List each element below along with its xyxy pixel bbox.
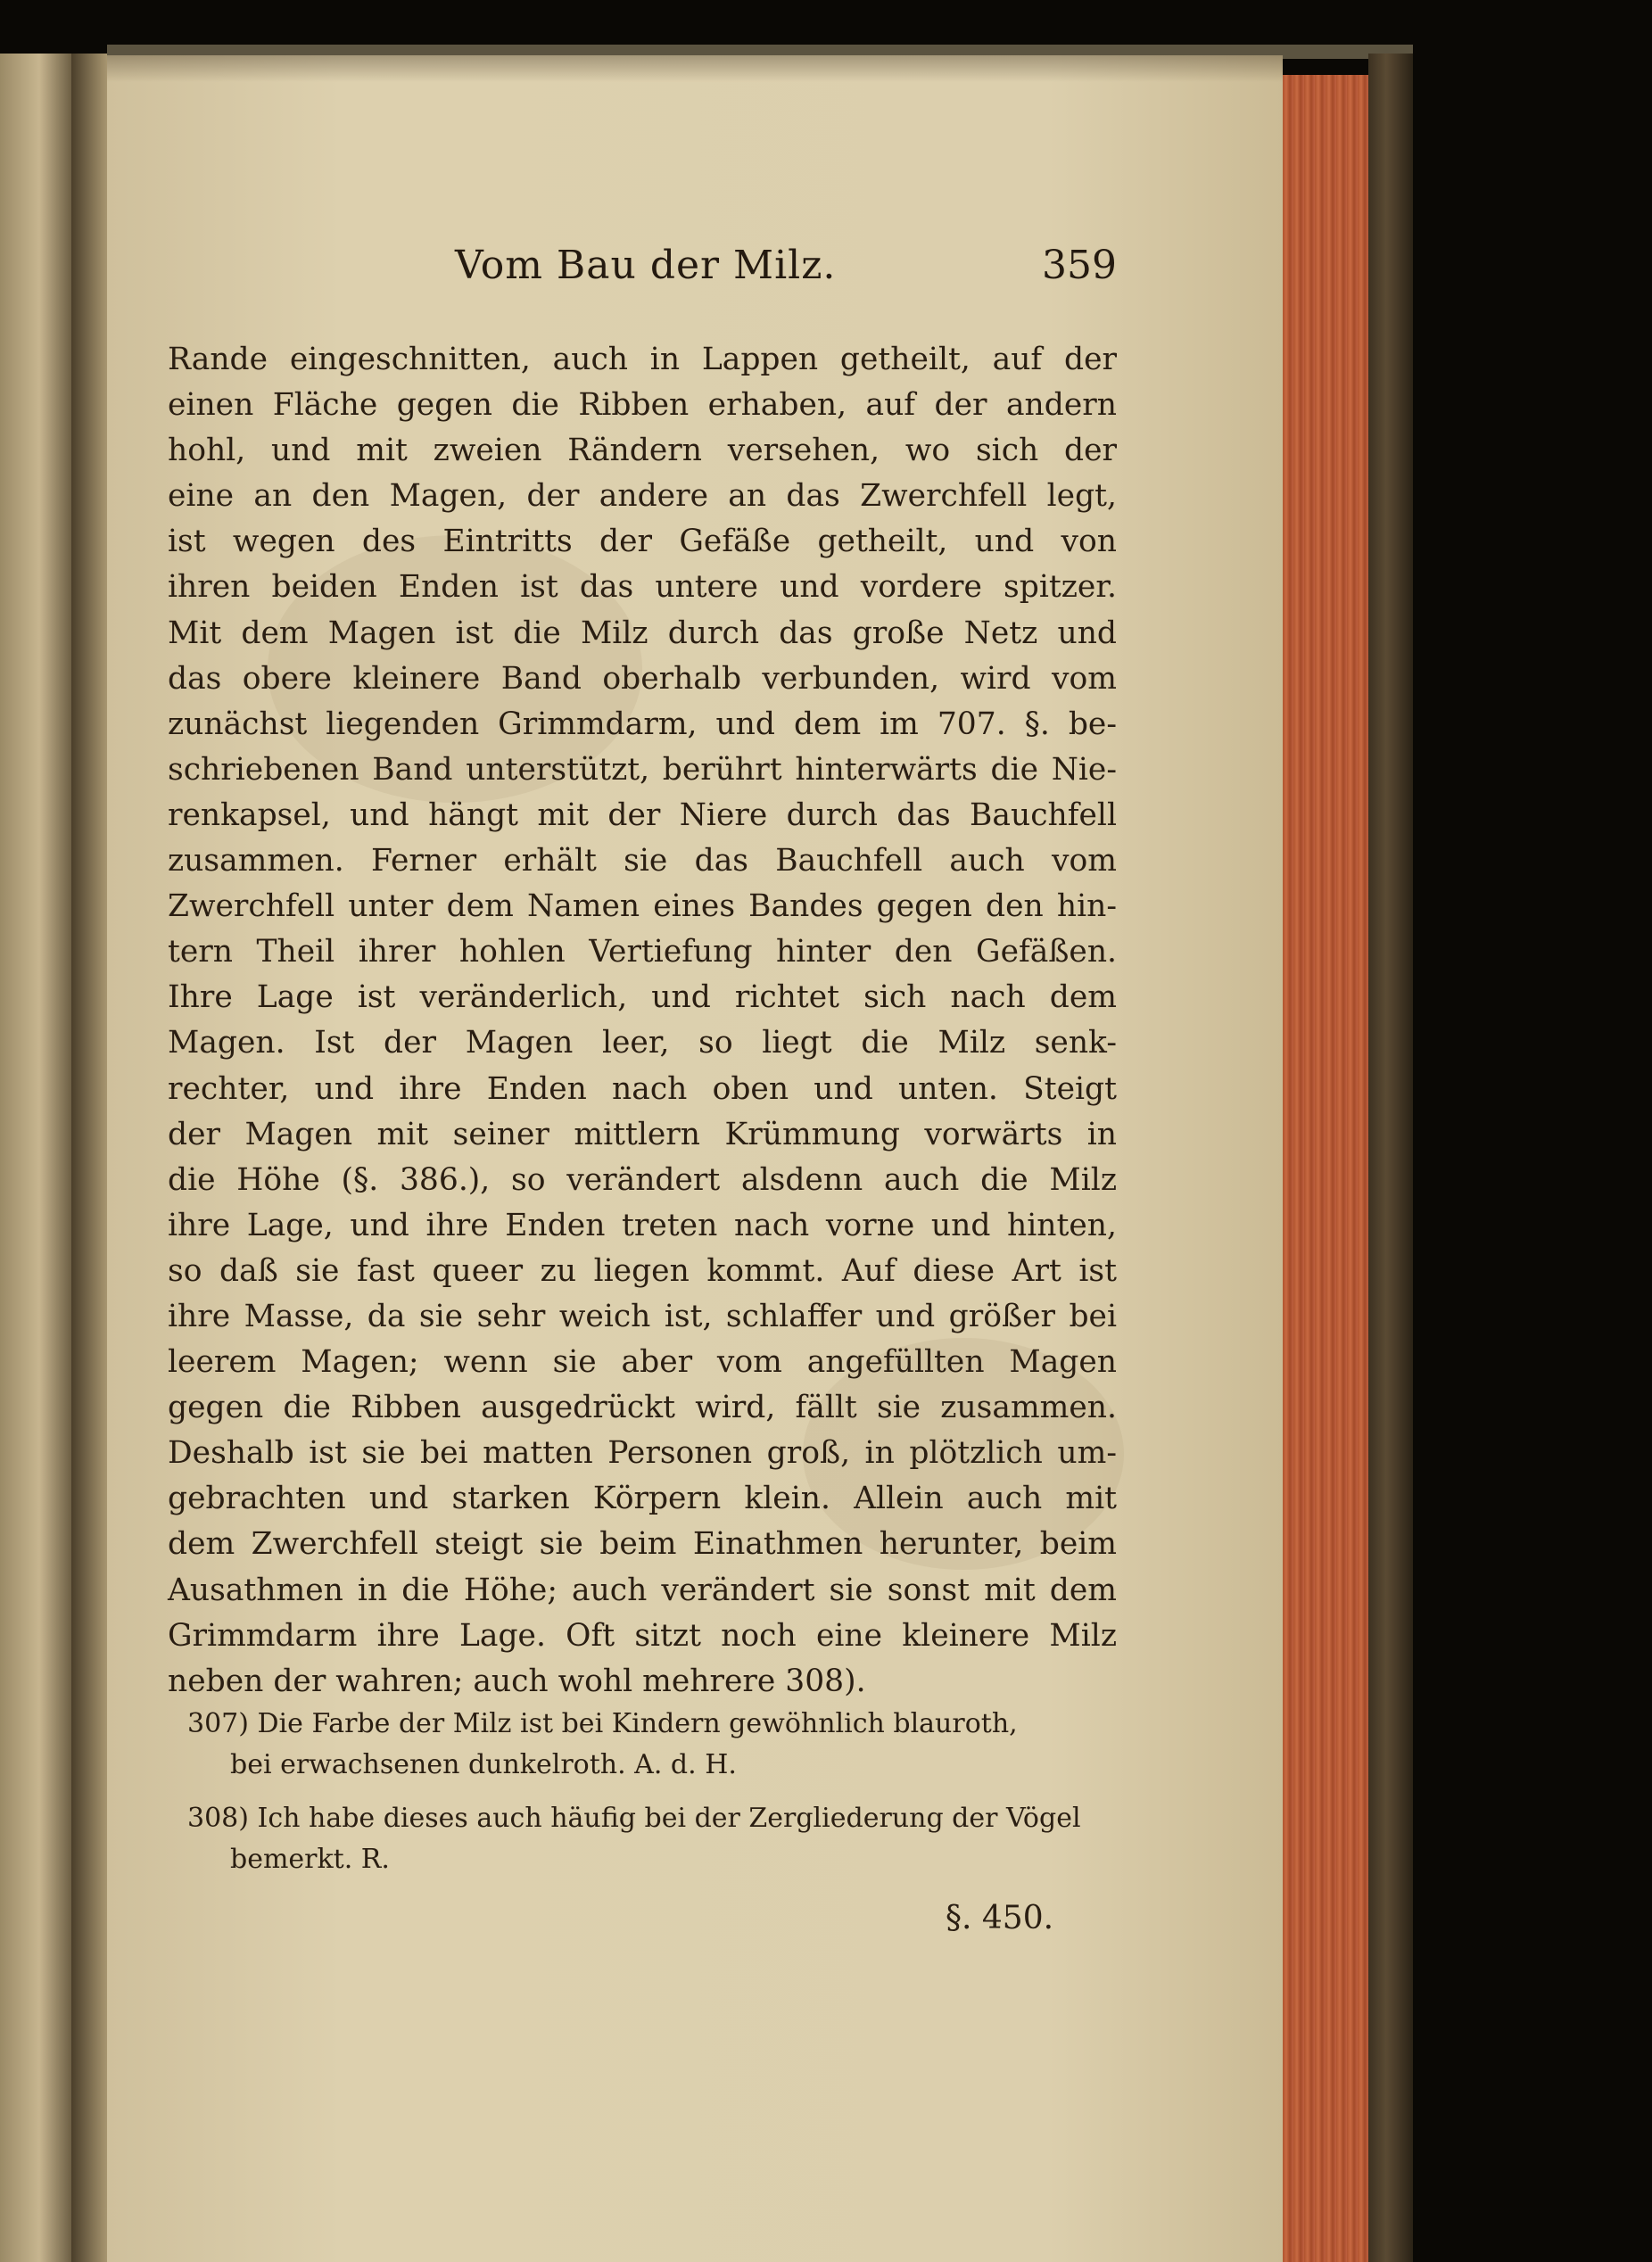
text-line: zusammen. Ferner erhält sie das Bauchfell auch vom [168, 843, 1117, 879]
text-line: Rande eingeschnitten, auch in Lappen getheilt, auf der [168, 342, 1117, 377]
text-line: schriebenen Band unterstützt, berührt hinterwärts die Nie- [168, 751, 1117, 788]
footnote-line: 307) Die Farbe der Milz ist bei Kindern gewöhnlich blauroth, [187, 1708, 1018, 1739]
text-line: ihre Masse, da sie sehr weich ist, schlaffer und größer bei [168, 1298, 1117, 1334]
text-line: Ihre Lage ist veränderlich, und richtet sich nach dem [168, 979, 1117, 1016]
text-line: ihre Lage, und ihre Enden treten nach vorne und hinten, [168, 1207, 1117, 1243]
running-head: Vom Bau der Milz. [455, 243, 837, 288]
page-top-shadow [107, 55, 1283, 82]
left-page-edge [0, 54, 71, 2262]
text-line: das obere kleinere Band oberhalb verbunden, wird vom [168, 660, 1117, 697]
footnote-line: bemerkt. R. [230, 1844, 390, 1875]
text-line: Mit dem Magen ist die Milz durch das große Netz und [168, 615, 1117, 651]
footnotes [187, 1704, 1115, 1893]
book-cover-side-edge [1368, 54, 1413, 2262]
body-paragraph [168, 337, 1117, 1705]
text-line: so daß sie fast queer zu liegen kommt. Auf diese Art ist [168, 1252, 1117, 1289]
text-line: einen Fläche gegen die Ribben erhaben, auf der andern [168, 387, 1117, 424]
footnote-308 [187, 1798, 1115, 1880]
text-line: ist wegen des Eintritts der Gefäße getheilt, und von [168, 524, 1117, 560]
text-line: Deshalb ist sie bei matten Personen groß, in plötzlich um- [168, 1435, 1117, 1472]
text-line: hohl, und mit zweien Rändern versehen, wo sich der [168, 433, 1117, 469]
text-line: Zwerchfell unter dem Namen eines Bandes gegen den hin- [168, 888, 1117, 925]
text-line: zunächst liegenden Grimmdarm, und dem im 707. §. be- [168, 706, 1117, 742]
text-line: Magen. Ist der Magen leer, so liegt die Milz senk- [168, 1025, 1117, 1061]
text-line: neben der wahren; auch wohl mehrere 308). [168, 1663, 866, 1699]
text-line: renkapsel, und hängt mit der Niere durch das Bauchfell [168, 797, 1117, 833]
text-line: dem Zwerchfell steigt sie beim Einathmen herunter, beim [168, 1526, 1117, 1563]
footnote-line: 308) Ich habe dieses auch häufig bei der Zergliederung der Vögel [187, 1803, 1081, 1834]
text-line: Grimmdarm ihre Lage. Oft sitzt noch eine kleinere Milz [168, 1617, 1117, 1654]
text-line: rechter, und ihre Enden nach oben und unten. Steigt [168, 1070, 1117, 1107]
text-line: gebrachten und starken Körpern klein. Allein auch mit [168, 1481, 1117, 1517]
footnote-307 [187, 1704, 1115, 1786]
text-line: eine an den Magen, der andere an das Zwerchfell legt, [168, 478, 1117, 515]
text-line: Ausathmen in die Höhe; auch verändert sie sonst mit dem [168, 1572, 1117, 1608]
text-line: ihren beiden Enden ist das untere und vordere spitzer. [168, 569, 1117, 606]
text-line: die Höhe (§. 386.), so verändert alsdenn auch die Milz [168, 1161, 1117, 1198]
book-gutter [71, 54, 107, 2262]
text-line: der Magen mit seiner mittlern Krümmung vorwärts in [168, 1116, 1117, 1152]
catchword: §. 450. [946, 1900, 1054, 1936]
footnote-line: bei erwachsenen dunkelroth. A. d. H. [230, 1749, 737, 1780]
page-header [168, 243, 1117, 300]
text-line: leerem Magen; wenn sie aber vom angefüllten Magen [168, 1344, 1117, 1381]
page-number: 359 [1042, 243, 1117, 288]
text-line: tern Theil ihrer hohlen Vertiefung hinter den Gefäßen. [168, 934, 1117, 970]
red-page-fore-edge [1283, 75, 1368, 2262]
text-line: gegen die Ribben ausgedrückt wird, fällt sie zusammen. [168, 1390, 1117, 1426]
